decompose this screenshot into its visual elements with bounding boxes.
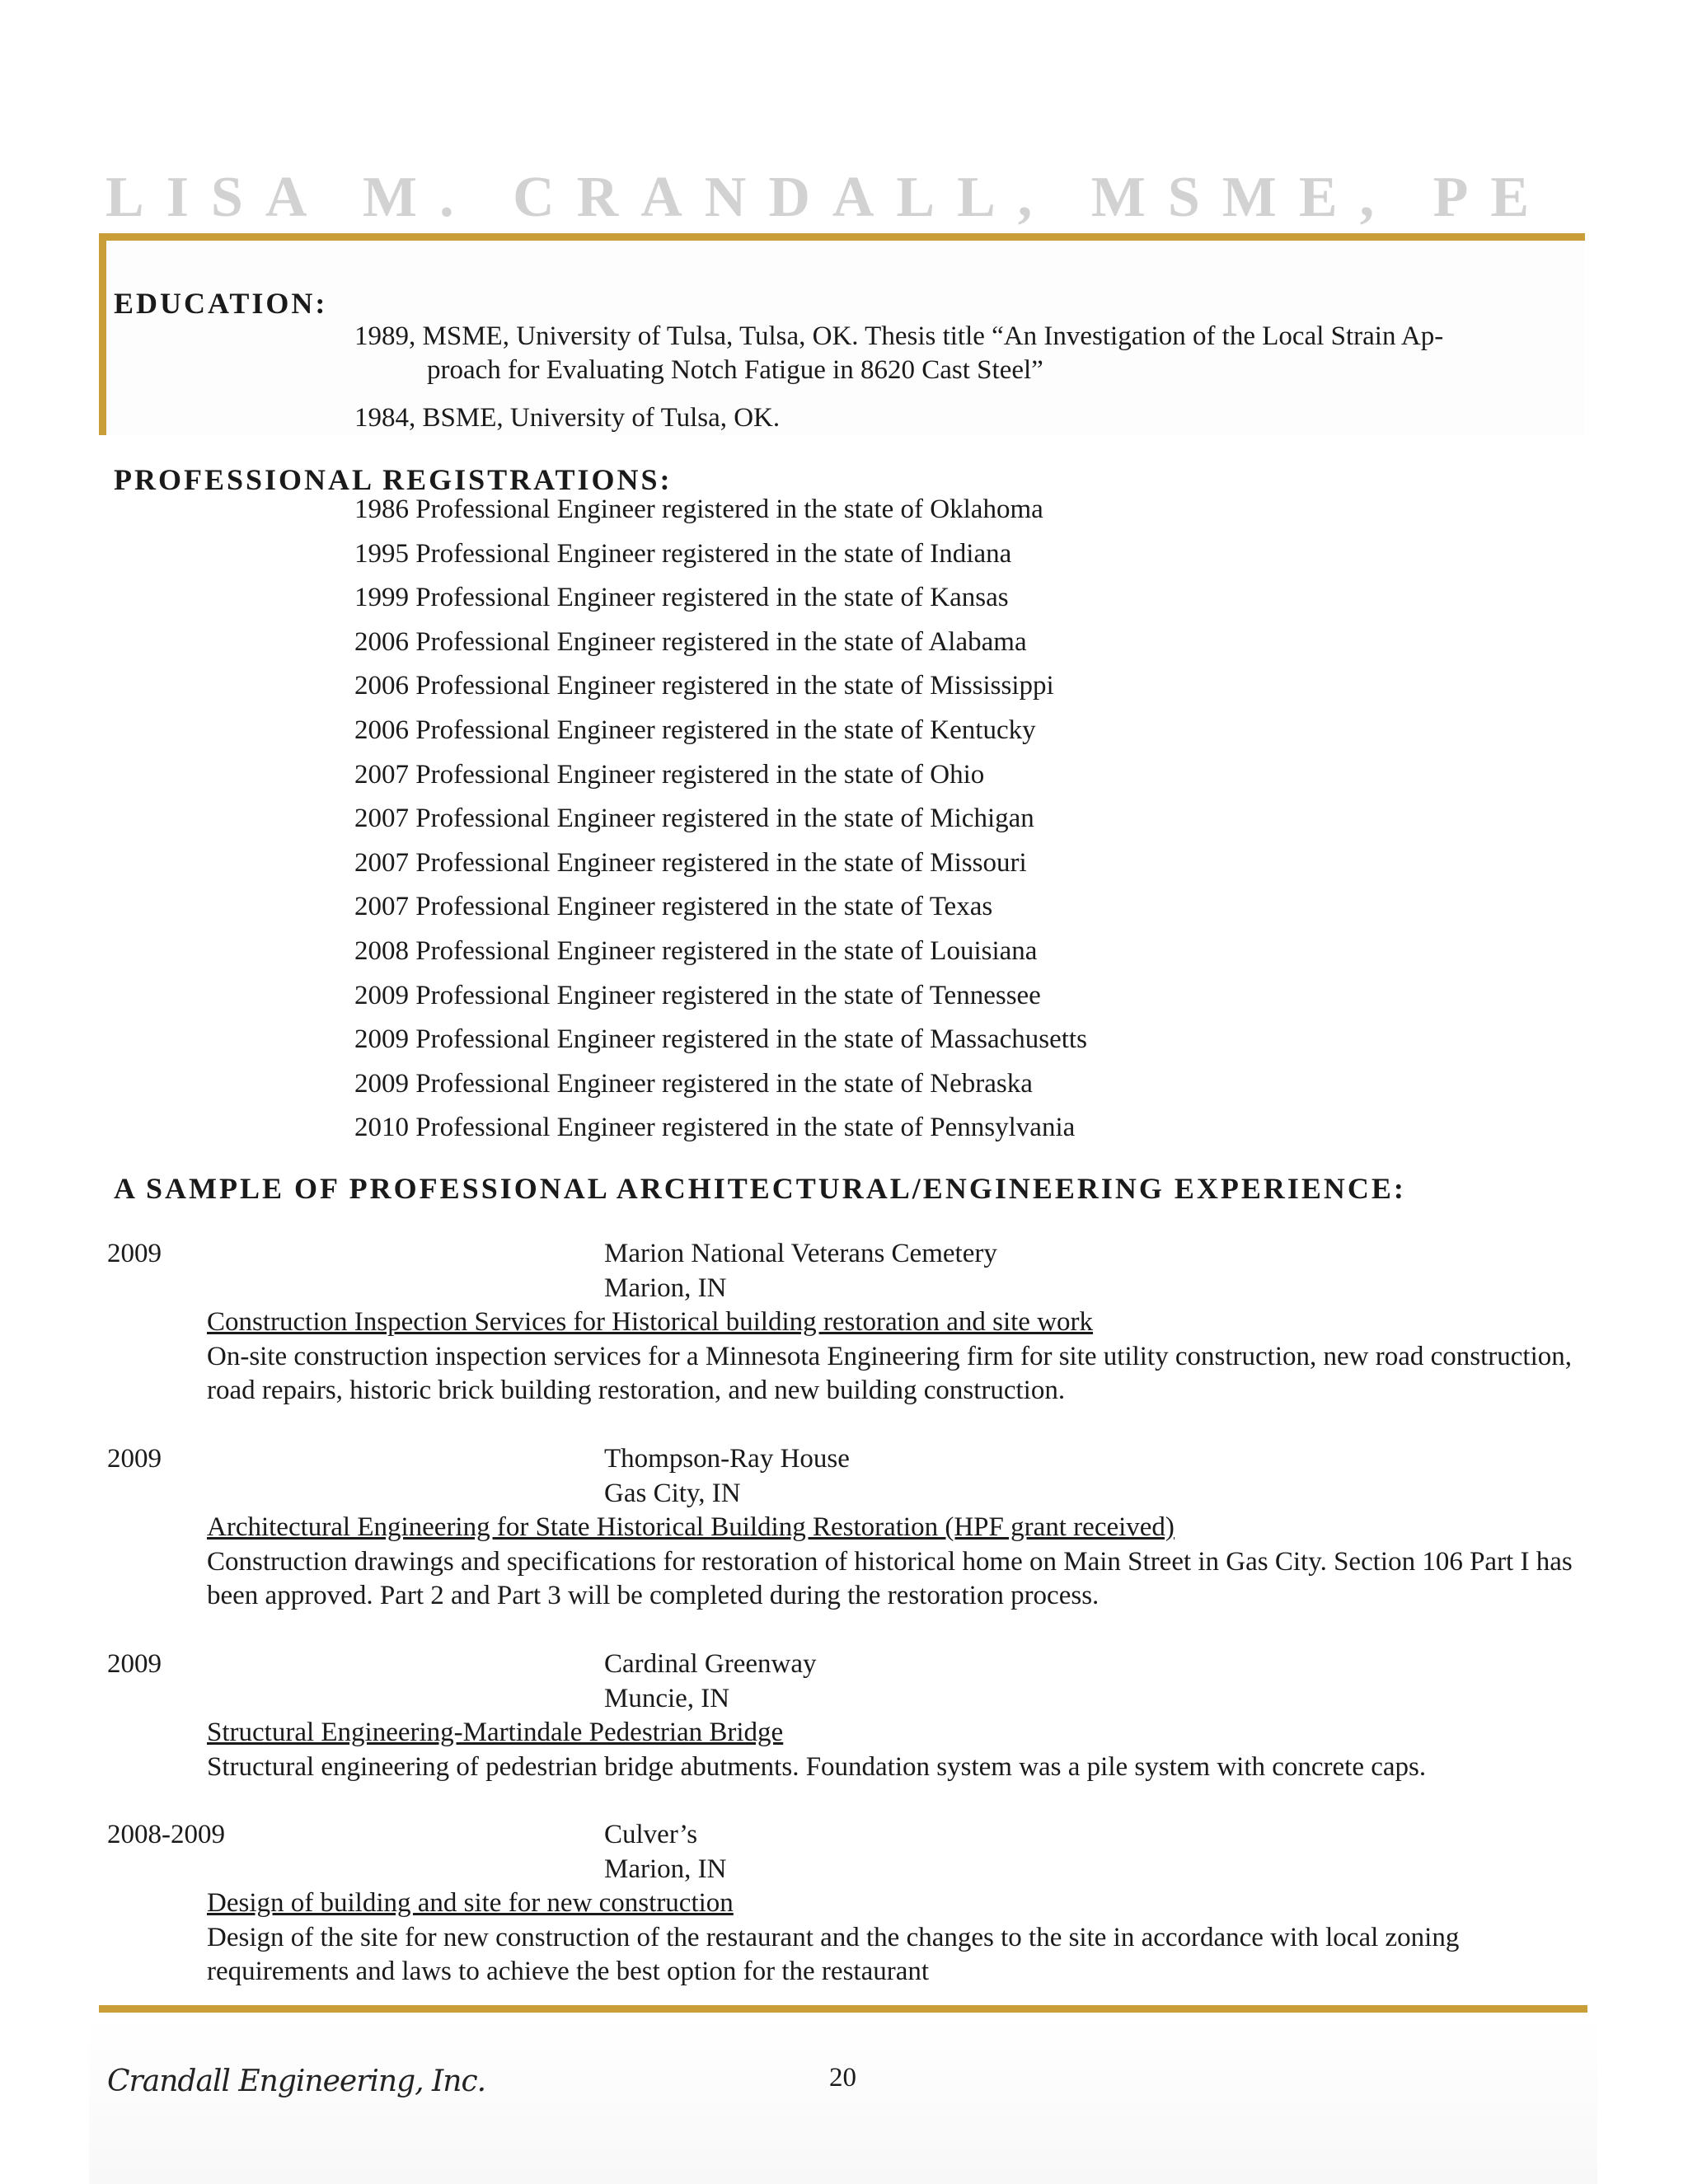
project-title: Design of building and site for new construction: [207, 1888, 734, 1918]
registration-item: 2007 Professional Engineer registered in the state of Michigan: [354, 804, 1034, 834]
education-entry-lead: 1984, BSME, University of Tulsa, OK.: [354, 403, 781, 433]
registration-item: 2006 Professional Engineer registered in the state of Mississippi: [354, 671, 1054, 701]
footer-band: [89, 2013, 1597, 2184]
project-description: Structural engineering of pedestrian bridge abutments. Foundation system was a pile system with concrete caps.: [207, 1751, 1427, 1782]
project-description: Design of the site for new construction of the restaurant and the changes to the site in accordance with local zoning requirements and laws to achieve the best option for the restaurant: [207, 1922, 1460, 1986]
project-location: Gas City, IN: [604, 1478, 741, 1508]
header-gold-rule: [99, 233, 1585, 241]
registration-item: 2007 Professional Engineer registered in the state of Texas: [354, 892, 993, 922]
project-location: Marion, IN: [604, 1272, 727, 1303]
education-heading: EDUCATION:: [114, 287, 328, 320]
resume-name-title: LISA M. CRANDALL, MSME, PE: [106, 166, 1552, 229]
project-location: Muncie, IN: [604, 1683, 730, 1713]
project-title: Construction Inspection Services for Historical building restoration and site work: [207, 1307, 1094, 1337]
project-title: Architectural Engineering for State Historical Building Restoration (HPF grant received): [207, 1512, 1175, 1542]
registration-item: 2007 Professional Engineer registered in the state of Ohio: [354, 759, 985, 790]
project-entry: [107, 1237, 1574, 1408]
project-entry: [107, 1647, 1574, 1784]
registration-item: 2010 Professional Engineer registered in the state of Pennsylvania: [354, 1113, 1076, 1143]
registrations-heading: PROFESSIONAL REGISTRATIONS:: [114, 463, 673, 496]
registration-item: 2008 Professional Engineer registered in the state of Louisiana: [354, 935, 1038, 966]
experience-heading: A SAMPLE OF PROFESSIONAL ARCHITECTURAL/ENGINEERING EXPERIENCE:: [114, 1172, 1406, 1205]
project-name: Culver’s: [604, 1820, 698, 1849]
project-entry: [107, 1818, 1574, 1990]
project-entry: [107, 1442, 1574, 1614]
project-year: 2009: [107, 1444, 162, 1474]
registration-item: 1999 Professional Engineer registered in the state of Kansas: [354, 583, 1009, 613]
education-entry: [354, 320, 1574, 387]
project-description: Construction drawings and specifications for restoration of historical home on Main Street in Gas City. Section 106 Part I has been approved. Part 2 and Part 3 will be completed during the restoration process.: [207, 1546, 1573, 1610]
education-side-rule: [99, 233, 106, 435]
project-description: On-site construction inspection services for a Minnesota Engineering firm for site utility construction, new road construction, road repairs, historic brick building restoration, and new building construction.: [207, 1341, 1573, 1405]
registration-item: 2009 Professional Engineer registered in the state of Massachusetts: [354, 1024, 1087, 1055]
registration-item: 1986 Professional Engineer registered in the state of Oklahoma: [354, 494, 1043, 524]
project-year: 2008-2009: [107, 1820, 225, 1849]
project-title: Structural Engineering-Martindale Pedestrian Bridge: [207, 1718, 784, 1747]
education-entry-continuation: proach for Evaluating Notch Fatigue in 8620 Cast Steel”: [427, 355, 1043, 385]
registration-item: 2009 Professional Engineer registered in the state of Tennessee: [354, 980, 1041, 1010]
footer-gold-rule: [99, 2005, 1587, 2013]
project-name: Cardinal Greenway: [604, 1649, 817, 1679]
registration-item: 2009 Professional Engineer registered in the state of Nebraska: [354, 1068, 1033, 1099]
registration-item: 1995 Professional Engineer registered in the state of Indiana: [354, 538, 1012, 569]
project-year: 2009: [107, 1649, 162, 1679]
project-year: 2009: [107, 1239, 162, 1268]
education-entry: [354, 401, 1574, 435]
page-number: 20: [829, 2063, 856, 2093]
company-name: Crandall Engineering, Inc.: [107, 2064, 486, 2098]
registration-item: 2006 Professional Engineer registered in the state of Kentucky: [354, 715, 1036, 745]
registration-item: 2007 Professional Engineer registered in the state of Missouri: [354, 847, 1027, 878]
education-entry-lead: 1989, MSME, University of Tulsa, Tulsa, OK. Thesis title “An Investigation of the Local Strain Ap-: [354, 321, 1444, 351]
registrations-list: [354, 491, 1087, 1154]
project-name: Marion National Veterans Cemetery: [604, 1239, 997, 1268]
registration-item: 2006 Professional Engineer registered in the state of Alabama: [354, 626, 1027, 657]
project-name: Thompson-Ray House: [604, 1444, 850, 1474]
project-location: Marion, IN: [604, 1854, 727, 1884]
